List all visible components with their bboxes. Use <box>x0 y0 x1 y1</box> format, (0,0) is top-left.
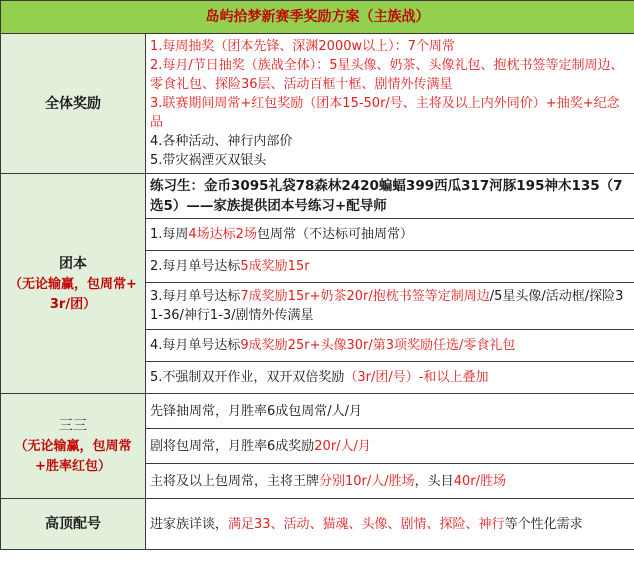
tuanben-rule-2-a: 2.每月单号达标 <box>150 259 241 274</box>
tuanben-rule-3-b: 7成奖励15r+奶茶20r/抱枕书签等定制周边 <box>240 289 490 304</box>
sansan-rule-2 <box>146 429 634 464</box>
sansan-rule-2-a: 剧将包周常，月胜率6成奖励 <box>150 438 315 454</box>
tuanben-rule-3-c: /5星头像/活动框/探险31-36/神行1-3/剧情外传满星 <box>150 289 624 323</box>
all-line-1: 1.每周抽奖（团本先锋、深渊2000w以上）：7个周常 <box>150 39 455 54</box>
top-b: 满足33、活动、猫魂、头像、剧情、探险、神行 <box>228 516 505 532</box>
tuanben-rule-5-c: -和以上叠加 <box>418 370 489 385</box>
sansan-rule-3-a: 主将及以上包周常，主将王牌 <box>150 473 320 489</box>
tuanben-rule-1 <box>146 219 634 251</box>
tuanben-rule-4 <box>146 330 634 362</box>
tuanben-rule-3-a: 3.每月单号达标 <box>150 289 241 304</box>
section-label-tuanben <box>1 174 146 394</box>
sansan-rule-3-c: ，头目 <box>414 473 454 489</box>
tuanben-rule-5-a: 5.不强制双开作业，双开双倍奖励 <box>150 370 345 385</box>
tuanben-rule-5-b: （3r/团/号） <box>344 370 419 385</box>
tuanben-label: 团本 <box>59 255 87 272</box>
all-line-5: 5.带灾祸湮灭双银头 <box>150 153 267 168</box>
tuanben-rule-4-b: 9成奖励25r+头像30r/第3项奖励任选/零食礼包 <box>240 338 516 353</box>
tuanben-rule-5 <box>146 362 634 394</box>
sansan-rule-2-b: 20r/人/月 <box>314 438 371 454</box>
sansan-rule-3 <box>146 464 634 499</box>
all-line-2: 2.每月/节日抽奖（族战全体）：5星头像、奶茶、头像礼包、抱枕书签等定制周边、零食礼包、探险36层、活动百框十框、剧情外传满星 <box>150 58 624 92</box>
tuanben-rule-2-b: 5成奖励15r <box>240 259 310 274</box>
all-rewards-cell <box>146 34 634 174</box>
top-c: 等个性化需求 <box>504 516 583 532</box>
top-a: 进家族详谈， <box>150 516 229 532</box>
sansan-rule-3-d: 40r/胜场 <box>453 473 506 489</box>
table-title: 岛屿拾梦新赛季奖励方案（主族战） <box>1 1 634 34</box>
sansan-sub: （无论输赢，包周常+胜率红包） <box>14 439 132 474</box>
all-line-4: 4.各种活动、神行内部价 <box>150 134 293 149</box>
tuanben-rule-4-a: 4.每月单号达标 <box>150 338 241 353</box>
practice-row: 练习生：金币3095礼袋78森林2420蝙蝠399西瓜317河豚195神木135（7选5）——家族提供团本号练习+配导师 <box>146 174 634 219</box>
sansan-label: 三三 <box>59 418 87 434</box>
section-label-all: 全体奖励 <box>1 34 146 174</box>
section-label-top: 高顶配号 <box>1 499 146 550</box>
tuanben-sub: （无论输赢，包周常+3r/团） <box>9 276 137 312</box>
section-label-sansan <box>1 394 146 499</box>
sansan-rule-3-b: 分别10r/人/胜场 <box>319 473 415 489</box>
tuanben-rule-1-c: 包周常（不达标可抽周常） <box>256 227 413 242</box>
tuanben-rule-2 <box>146 251 634 283</box>
top-row <box>146 499 634 550</box>
sansan-rule-1: 先锋抽周常，月胜率6成包周常/人/月 <box>146 394 634 429</box>
tuanben-rule-1-a: 1.每周 <box>150 227 189 242</box>
tuanben-rule-3 <box>146 283 634 330</box>
tuanben-rule-1-b: 4场达标2场 <box>188 227 257 242</box>
all-line-3: 3.联赛期间周常+红包奖励（团本15-50r/号、主将及以上内外同价）+抽奖+纪念品 <box>150 96 620 130</box>
